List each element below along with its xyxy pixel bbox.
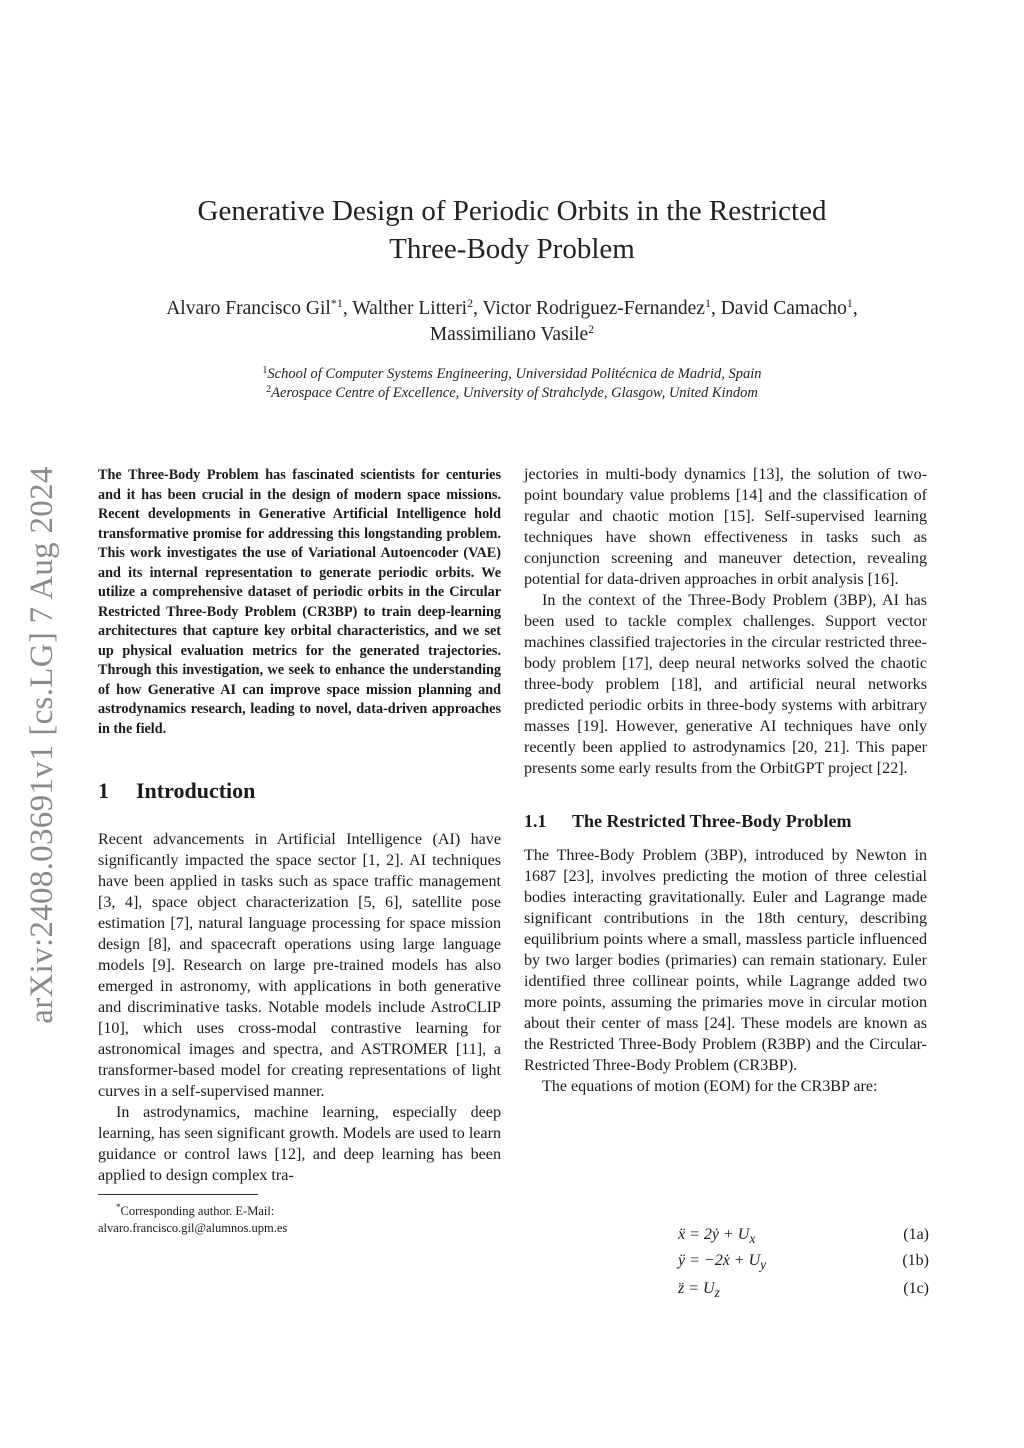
section-title: Introduction [136,778,256,803]
subsection-title: The Restricted Three-Body Problem [572,811,852,831]
equation-lhs: z̈ [678,1280,685,1297]
paper-title [140,192,884,268]
author-mark: 2 [588,322,595,336]
affiliation-text: School of Computer Systems Engineering, Universidad Politécnica de Madrid, Spain [267,366,762,382]
equation-body [678,1226,755,1247]
author-name: Alvaro Francisco Gil [166,298,331,319]
equation-1a [524,1226,929,1252]
equation-lhs: ẍ [678,1226,686,1243]
equation-subscript: z [714,1285,720,1301]
footnote [98,1199,501,1237]
affiliation-mark: 2 [266,384,272,395]
equation-body [678,1280,720,1301]
left-column [98,466,501,1237]
equation-rhs: = U [688,1280,715,1297]
author-separator: , [852,298,858,319]
author-separator: , [473,298,483,319]
subsection-heading-r3bp [524,809,927,833]
author-mark: 1 [704,296,711,310]
equation-rhs: = −2ẋ + U [689,1252,761,1269]
footnote-line-1: Corresponding author. E-Mail: [120,1204,275,1219]
title-line-2: Three-Body Problem [389,233,635,265]
equation-number: (1c) [903,1280,929,1297]
author-name: David Camacho [720,298,847,319]
author-mark: 2 [467,296,474,310]
footnote-email: alvaro.francisco.gil@alumnos.upm.es [98,1221,288,1236]
intro-paragraph-1: Recent advancements in Artificial Intelligence (AI) have significantly impacted the space sector [1, 2]. AI techniques have been applied in tasks such as space traffic management [3, 4], space object characterization [5, 6], satellite pose estimation [7], natural language processing for space mission design [8], and spacecraft operations using large language models [9]. Research on large pre-trained models has also emerged in astronomy, with applications in both generative and discriminative tasks. Notable models include AstroCLIP [10], which uses cross-modal contrastive learning for astronomical images and spectra, and ASTROMER [11], a transformer-based model for creating representations of light curves in a self-supervised manner. [98,831,501,1100]
author-name: Massimiliano Vasile [429,324,589,345]
equation-1b [524,1252,929,1278]
right-column [524,464,927,1097]
author-separator: , [342,298,353,319]
r3bp-paragraph-1: The Three-Body Problem (3BP), introduced by Newton in 1687 [23], involves predicting the motion of three celestial bodies interacting gravitationally. Euler and Lagrange made significant contributions in the 18th century, describing equilibrium points where a small, massless particle influenced by two larger bodies (primaries) can remain stationary. Euler identified three collinear points, while Lagrange added two more points, assuming the primaries move in circular motion about their center of mass [24]. These models are known as the Restricted Three-Body Problem (R3BP) and the Circular-Restricted Three-Body Problem (CR3BP). [524,847,927,1074]
author-name: Victor Rodriguez-Fernandez [482,298,705,319]
equation-number: (1a) [903,1226,929,1243]
intro-paragraph-3: In the context of the Three-Body Problem (3BP), AI has been used to tackle complex challenges. Support vector machines classified trajectories in the circular restricted three-body problem [17], deep neural networks solved the chaotic three-body problem [18], and artificial neural networks predicted periodic orbits in three-body systems with arbitrary masses [19]. However, generative AI techniques have only recently been applied to astrodynamics [20, 21]. This paper presents some early results from the OrbitGPT project [22]. [524,592,927,777]
title-line-1: Generative Design of Periodic Orbits in the Restricted [197,195,827,227]
intro-paragraph-2-start: In astrodynamics, machine learning, especially deep learning, has seen significant growth. Models are used to learn guidance or control laws [12], and deep learning has been applied to design complex tra- [98,1104,501,1184]
r3bp-paragraph-2: The equations of motion (EOM) for the CR3BP are: [542,1078,878,1095]
equation-1c [524,1280,929,1306]
footnote-mark: * [116,1202,121,1212]
abstract: The Three-Body Problem has fascinated scientists for centuries and it has been crucial in the design of modern space missions. Recent developments in Generative Artificial Intelligence hold transformative promise for addressing this longstanding problem. This work investigates the use of Variational Autoencoder (VAE) and its internal representation to generate periodic orbits. We utilize a comprehensive dataset of periodic orbits in the Circular Restricted Three-Body Problem (CR3BP) to train deep-learning architectures that capture key orbital characteristics, and we set up physical evaluation metrics for the generated trajectories. Through this investigation, we seek to enhance the understanding of how Generative AI can improve space mission planning and astrodynamics research, leading to novel, data-driven approaches in the field. [98,467,501,737]
author-line-1 [90,296,934,322]
author-separator: , [710,298,721,319]
arxiv-stamp: arXiv:2408.03691v1 [cs.LG] 7 Aug 2024 [24,466,60,1024]
affiliation [140,365,884,384]
equation-subscript: y [760,1257,767,1273]
section-number: 1 [98,778,109,803]
author-name: Walther Litteri [352,298,468,319]
subsection-number: 1.1 [524,811,547,831]
equation-rhs: = 2ẏ + U [689,1226,750,1243]
affiliation-text: Aerospace Centre of Excellence, University of Strahclyde, Glasgow, United Kindom [271,385,758,401]
author-mark: 1 [846,296,853,310]
section-heading-introduction [98,777,501,805]
affiliation-mark: 1 [262,365,268,376]
equation-lhs: ÿ [678,1252,686,1269]
author-line-2 [90,322,934,348]
author-list [90,296,934,348]
affiliation-list [140,365,884,403]
author-mark: *1 [330,296,343,310]
equation-body [678,1252,766,1273]
equation-number: (1b) [902,1252,929,1269]
equation-subscript: x [749,1231,756,1247]
affiliation [140,384,884,403]
intro-paragraph-2-cont: jectories in multi-body dynamics [13], the solution of two-point boundary value problems [14] and the classification of regular and chaotic motion [15]. Self-supervised learning techniques have shown effectiveness in tasks such as conjunction screening and maneuver detection, revealing potential for data-driven approaches in orbit analysis [16]. [524,466,927,588]
